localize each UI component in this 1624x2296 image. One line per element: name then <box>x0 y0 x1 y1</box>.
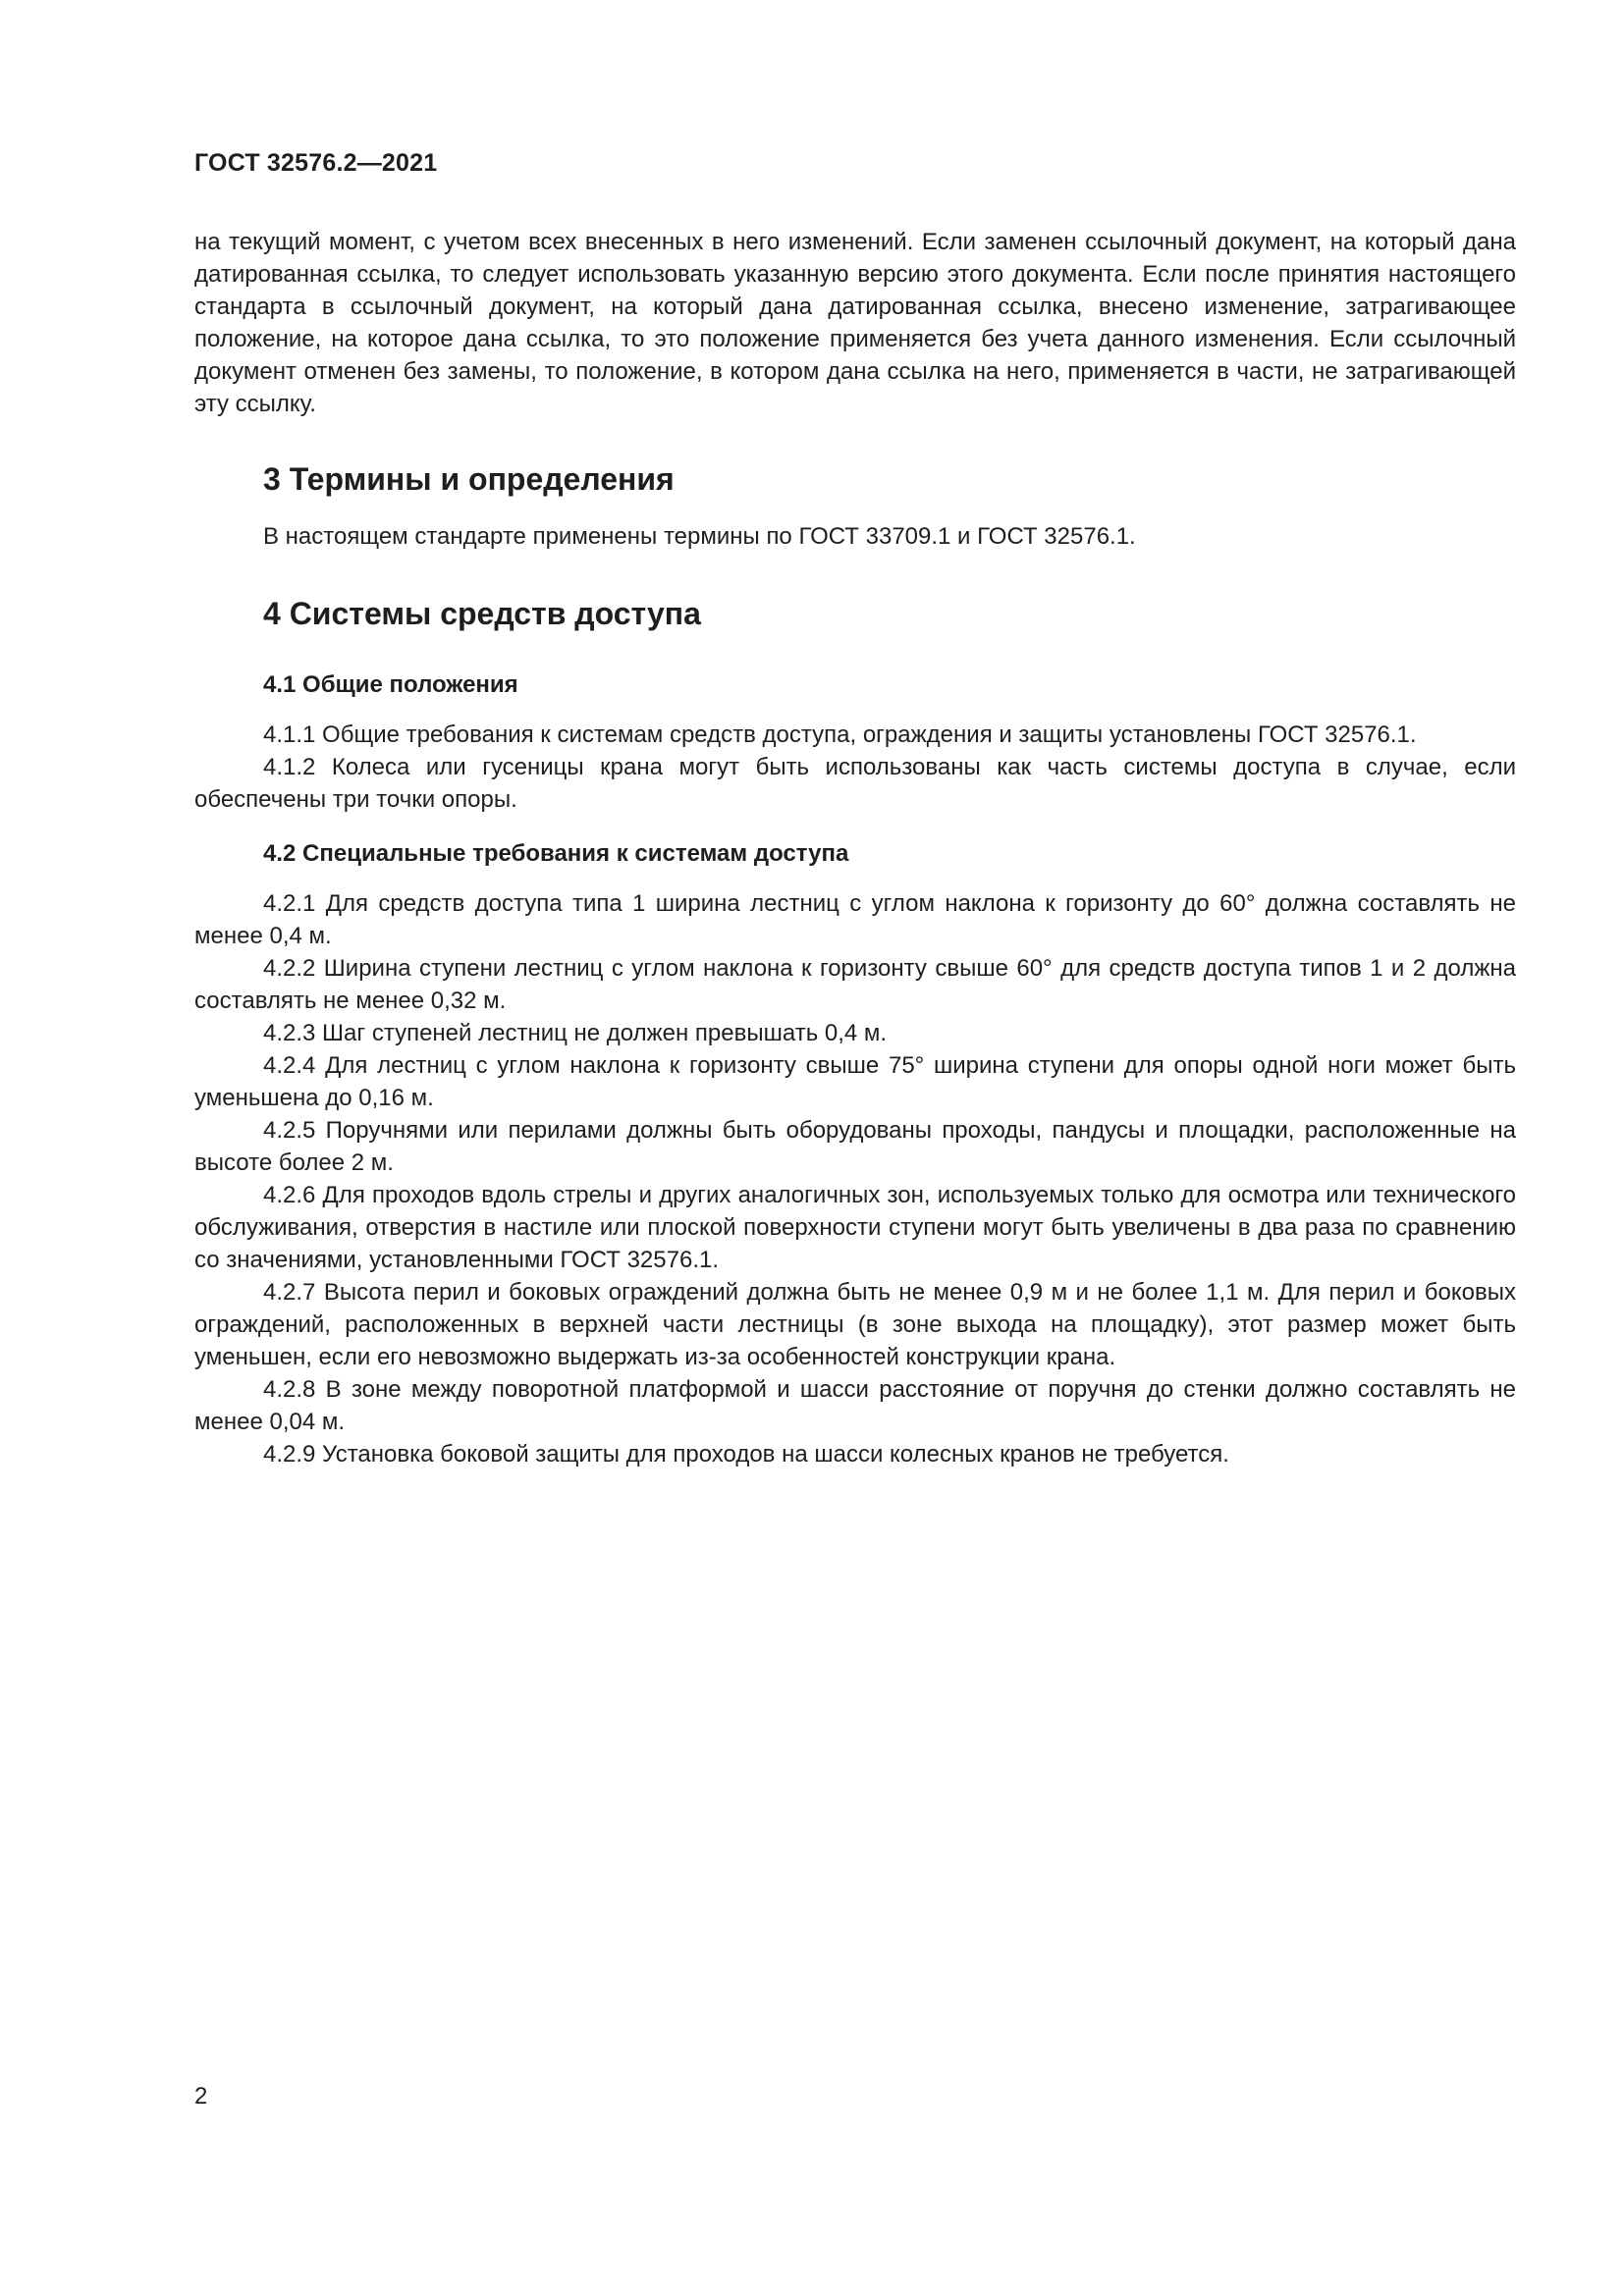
clause-4-2-5: 4.2.5 Поручнями или перилами должны быть оборудованы проходы, пандусы и площадки, расположенные на высоте более 2 м. <box>194 1117 1516 1176</box>
clause-4-2-9: 4.2.9 Установка боковой защиты для проходов на шасси колесных кранов не требуется. <box>263 1441 1229 1468</box>
section-3-text: В настоящем стандарте применены термины по ГОСТ 33709.1 и ГОСТ 32576.1. <box>263 523 1136 550</box>
section-3-title: 3 Термины и определения <box>263 461 675 497</box>
clause-4-2-7: 4.2.7 Высота перил и боковых ограждений должна быть не менее 0,9 м и не более 1,1 м. Для перил и боковых ограждений, расположенных в верхней части лестницы (в зоне выхода на площадку), этот размер может быть уменьшен, если его невозможно выдержать из-за особенностей конструкции крана. <box>194 1279 1516 1370</box>
clause-4-2-3: 4.2.3 Шаг ступеней лестниц не должен превышать 0,4 м. <box>263 1020 888 1046</box>
clause-4-2-8: 4.2.8 В зоне между поворотной платформой и шасси расстояние от поручня до стенки должно составлять не менее 0,04 м. <box>194 1376 1516 1435</box>
clause-4-1-2: 4.1.2 Колеса или гусеницы крана могут быть использованы как часть системы доступа в случае, если обеспечены три точки опоры. <box>194 754 1516 813</box>
clause-4-1-1: 4.1.1 Общие требования к системам средств доступа, ограждения и защиты установлены ГОСТ 32576.1. <box>263 721 1417 748</box>
document-header: ГОСТ 32576.2—2021 <box>194 149 438 177</box>
clause-4-2-6: 4.2.6 Для проходов вдоль стрелы и других аналогичных зон, используемых только для осмотра или технического обслуживания, отверстия в настиле или плоской поверхности ступени могут быть увеличены в два раза по сравнению со значениями, установленными ГОСТ 32576.1. <box>194 1182 1516 1273</box>
subsection-4-2-title: 4.2 Специальные требования к системам доступа <box>263 840 849 867</box>
section-4-title: 4 Системы средств доступа <box>263 596 701 631</box>
intro-paragraph: на текущий момент, с учетом всех внесенных в него изменений. Если заменен ссылочный документ, на который дана датированная ссылка, то следует использовать указанную версию этого документа. Если после принятия настоящего стандарта в ссылочный документ, на который дана датированная ссылка, внесено изменение, затрагивающее положение, на которое дана ссылка, то это положение применяется без учета данного изменения. Если ссылочный документ отменен без замены, то положение, в котором дана ссылка на него, применяется в части, не затрагивающей эту ссылку. <box>194 229 1516 417</box>
clause-4-2-4: 4.2.4 Для лестниц с углом наклона к горизонту свыше 75° ширина ступени для опоры одной ноги может быть уменьшена до 0,16 м. <box>194 1052 1516 1111</box>
page-number: 2 <box>194 2083 208 2109</box>
subsection-4-1-title: 4.1 Общие положения <box>263 671 518 698</box>
document-body <box>194 226 1516 1470</box>
clause-4-2-1: 4.2.1 Для средств доступа типа 1 ширина лестниц с углом наклона к горизонту до 60° должна составлять не менее 0,4 м. <box>194 890 1516 949</box>
clause-4-2-2: 4.2.2 Ширина ступени лестниц с углом наклона к горизонту свыше 60° для средств доступа типов 1 и 2 должна составлять не менее 0,32 м. <box>194 955 1516 1014</box>
